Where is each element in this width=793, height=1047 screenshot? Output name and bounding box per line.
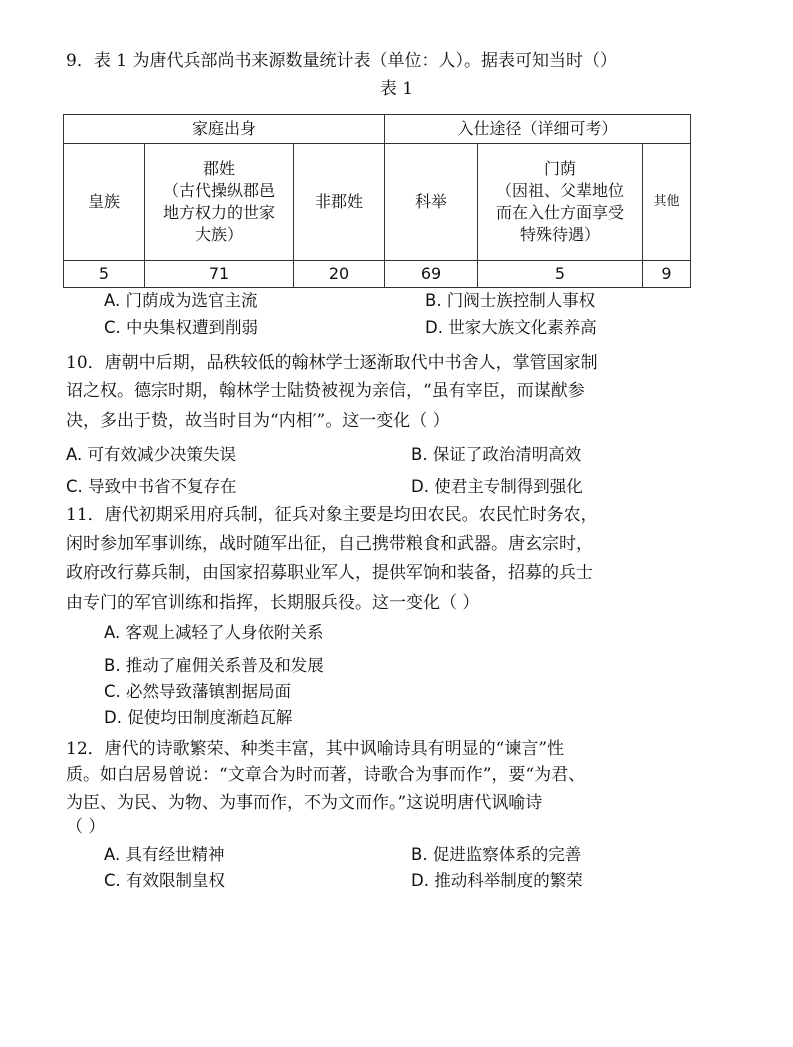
table-cell: 5: [478, 261, 643, 288]
q11-option-a[interactable]: A. 客观上减轻了人身依附关系: [104, 623, 324, 642]
q9-option-c[interactable]: C. 中央集权遭到削弱: [104, 318, 259, 337]
q11-line: 由专门的军官训练和指挥，长期服兵役。这一变化（ ）: [66, 593, 480, 613]
q10-line: 10．唐朝中后期，品秩较低的翰林学士逐渐取代中书舍人，掌管国家制: [66, 353, 598, 373]
q11-line: 11．唐代初期采用府兵制，征兵对象主要是均田农民。农民忙时务农，: [66, 505, 598, 525]
q12-line: 质。如白居易曾说：“文章合为时而著，诗歌合为事而作”，要“为君、: [66, 765, 586, 785]
col-other: 其他: [643, 144, 691, 261]
q9-option-a[interactable]: A. 门荫成为选官主流: [104, 291, 258, 310]
col-junxing-line: 郡姓: [202, 159, 235, 178]
q12-option-a[interactable]: A. 具有经世精神: [104, 845, 225, 864]
q10-option-c[interactable]: C. 导致中书省不复存在: [66, 477, 237, 496]
q9-option-d[interactable]: D. 世家大族文化素养高: [425, 318, 597, 337]
q11-option-d[interactable]: D. 促使均田制度渐趋瓦解: [104, 708, 293, 727]
q12-option-b[interactable]: B. 促进监察体系的完善: [411, 845, 582, 864]
col-junxing-line: （古代操纵郡邑: [162, 181, 275, 200]
col-menyin-line: 门荫: [543, 159, 576, 178]
col-menyin-line: 而在入仕方面享受: [495, 203, 624, 222]
q11-line: 闲时参加军事训练，战时随军出征，自己携带粮食和武器。唐玄宗时，: [66, 534, 593, 554]
col-junxing-line: 地方权力的世家: [162, 203, 275, 222]
q11-line: 政府改行募兵制，由国家招募职业军人，提供军饷和装备，招募的兵士: [66, 563, 593, 583]
header-entry-path: 入仕途径（详细可考）: [385, 115, 691, 144]
q11-option-c[interactable]: C. 必然导致藩镇割据局面: [104, 682, 292, 701]
table-cell: 9: [643, 261, 691, 288]
q12-line: 12．唐代的诗歌繁荣、种类丰富，其中讽喻诗具有明显的“谏言”性: [66, 739, 565, 759]
q10-line: 诏之权。德宗时期，翰林学士陆贽被视为亲信，“虽有宰臣，而谋猷参: [66, 381, 585, 401]
table-caption: 表 1: [379, 79, 414, 99]
q12-line: 为臣、为民、为物、为事而作，不为文而作。”这说明唐代讽喻诗: [66, 793, 543, 813]
q12-option-d[interactable]: D. 推动科举制度的繁荣: [411, 871, 583, 890]
table-cell: 5: [64, 261, 145, 288]
q10-option-d[interactable]: D. 使君主专制得到强化: [411, 477, 583, 496]
col-junxing: [145, 144, 294, 261]
q10-option-b[interactable]: B. 保证了政治清明高效: [411, 445, 582, 464]
q12-option-c[interactable]: C. 有效限制皇权: [104, 871, 226, 890]
q9-option-b[interactable]: B. 门阀士族控制人事权: [425, 291, 596, 310]
col-keju: 科举: [385, 144, 478, 261]
q10-option-a[interactable]: A. 可有效减少决策失误: [66, 445, 236, 464]
q9-stem: 9．表 1 为唐代兵部尚书来源数量统计表（单位：人）。据表可知当时（）: [66, 51, 617, 71]
col-menyin: [478, 144, 643, 261]
col-non-junxing: 非郡姓: [294, 144, 385, 261]
table-cell: 20: [294, 261, 385, 288]
col-royal: 皇族: [64, 144, 145, 261]
table-cell: 71: [145, 261, 294, 288]
q10-line: 决，多出于贽，故当时目为“内相′”。这一变化（ ）: [66, 411, 450, 431]
col-junxing-line: 大族）: [194, 225, 243, 244]
q11-option-b[interactable]: B. 推动了雇佣关系普及和发展: [104, 656, 324, 675]
col-menyin-line: 特殊待遇）: [519, 225, 600, 244]
col-menyin-line: （因祖、父辈地位: [495, 181, 624, 200]
source-statistics-table: [63, 114, 691, 288]
header-family-origin: 家庭出身: [64, 115, 385, 144]
q12-line: （ ）: [66, 817, 106, 837]
table-cell: 69: [385, 261, 478, 288]
